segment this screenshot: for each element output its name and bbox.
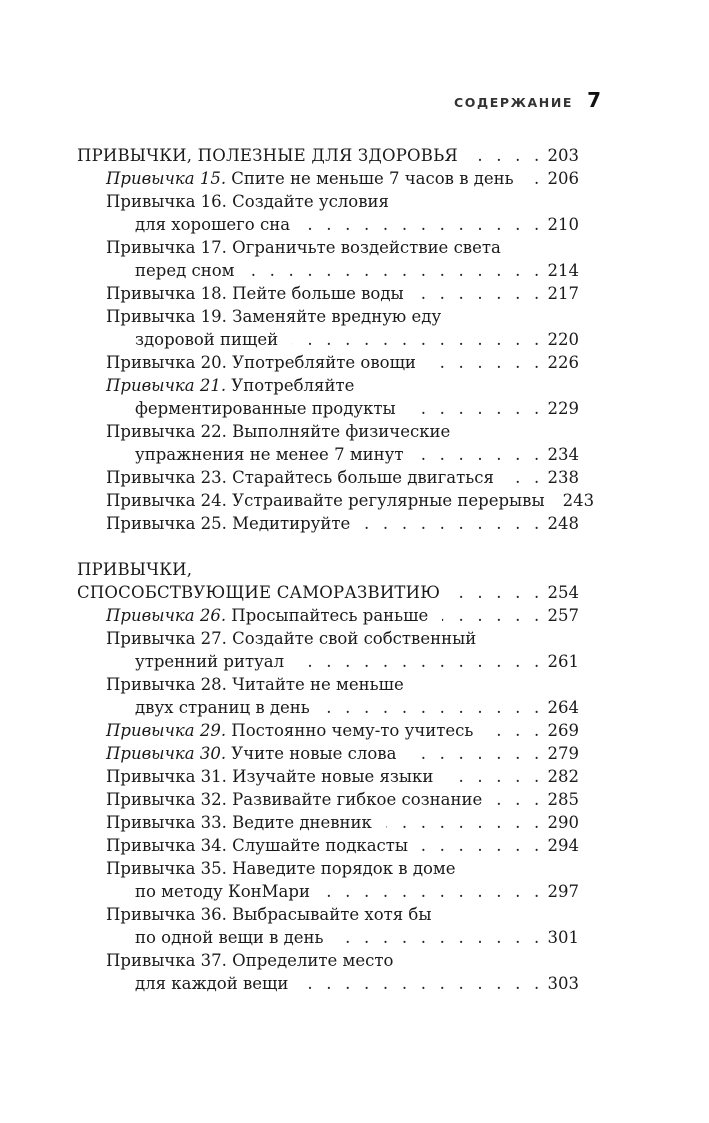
toc-entry — [77, 673, 579, 696]
toc-entry — [77, 167, 579, 190]
entry-page-number: 248 — [547, 514, 579, 533]
dot-leader — [386, 811, 544, 834]
entry-text: Привычка 27. Создайте свой собственный — [106, 629, 477, 648]
entry-text: Привычка 35. Наведите порядок в доме — [106, 859, 456, 878]
dot-leader — [422, 834, 543, 857]
entry-page-number: 254 — [547, 583, 579, 602]
habit-label: Привычка 28. — [106, 675, 227, 694]
habit-label: Привычка 23. — [106, 468, 227, 487]
entry-page-number: 261 — [547, 652, 579, 671]
section-heading — [77, 581, 579, 604]
entry-text: по одной вещи в день — [135, 928, 324, 947]
entry-text: по методу КонМари — [135, 882, 310, 901]
toc-entry-continuation — [77, 650, 579, 673]
entry-text: Привычка 21. Употребляйте — [106, 376, 355, 395]
toc-entry — [77, 627, 579, 650]
entry-text: ПРИВЫЧКИ, — [77, 560, 193, 579]
toc-entry-continuation — [77, 213, 579, 236]
dot-leader — [410, 742, 543, 765]
entry-text: Привычка 15. Спите не меньше 7 часов в день — [106, 169, 514, 188]
section-heading — [77, 558, 579, 581]
entry-page-number: 294 — [547, 836, 579, 855]
entry-page-number: 269 — [547, 721, 579, 740]
toc-section — [77, 558, 579, 995]
entry-text: Привычка 25. Медитируйте — [106, 514, 351, 533]
habit-label: Привычка 33. — [106, 813, 227, 832]
dot-leader — [442, 604, 543, 627]
habit-label: Привычка 32. — [106, 790, 227, 809]
dot-leader — [304, 213, 543, 236]
toc-entry — [77, 949, 579, 972]
habit-label: Привычка 21. — [106, 376, 227, 395]
habit-label: Привычка 25. — [106, 514, 227, 533]
dot-leader — [447, 765, 543, 788]
toc-entry — [77, 489, 595, 512]
entry-text: двух страниц в день — [135, 698, 310, 717]
toc-entry-continuation — [77, 443, 579, 466]
toc-entry — [77, 466, 579, 489]
entry-text: Привычка 29. Постоянно чему-то учитесь — [106, 721, 474, 740]
dot-leader — [418, 282, 544, 305]
toc-entry — [77, 512, 579, 535]
entry-text: здоровой пищей — [135, 330, 279, 349]
entry-page-number: 297 — [547, 882, 579, 901]
habit-label: Привычка 18. — [106, 284, 227, 303]
entry-text: Привычка 17. Ограничьте воздействие света — [106, 238, 501, 257]
entry-text: ПРИВЫЧКИ, ПОЛЕЗНЫЕ ДЛЯ ЗДОРОВЬЯ — [77, 146, 458, 165]
dot-leader — [249, 259, 544, 282]
toc-entry — [77, 857, 579, 880]
habit-label: Привычка 26. — [106, 606, 227, 625]
entry-text: Привычка 37. Определите место — [106, 951, 394, 970]
entry-text: Привычка 33. Ведите дневник — [106, 813, 372, 832]
dot-leader — [364, 512, 543, 535]
section-label: СОДЕРЖАНИЕ — [454, 95, 574, 110]
toc-entry-continuation — [77, 972, 579, 995]
habit-label: Привычка 20. — [106, 353, 227, 372]
habit-label: Привычка 31. — [106, 767, 227, 786]
entry-page-number: 203 — [547, 146, 579, 165]
habit-label: Привычка 22. — [106, 422, 227, 441]
entry-text: Привычка 34. Слушайте подкасты — [106, 836, 409, 855]
habit-label: Привычка 34. — [106, 836, 227, 855]
dot-leader — [302, 972, 543, 995]
toc-entry — [77, 236, 579, 259]
dot-leader — [454, 581, 543, 604]
entry-page-number: 220 — [547, 330, 579, 349]
toc-entry-continuation — [77, 926, 579, 949]
toc-entry — [77, 811, 579, 834]
habit-label: Привычка 30. — [106, 744, 227, 763]
toc-entry-continuation — [77, 880, 579, 903]
toc-entry — [77, 604, 579, 627]
entry-text: Привычка 32. Развивайте гибкое сознание — [106, 790, 483, 809]
entry-page-number: 217 — [547, 284, 579, 303]
toc-entry — [77, 834, 579, 857]
toc-entry — [77, 374, 579, 397]
entry-text: Привычка 20. Употребляйте овощи — [106, 353, 416, 372]
entry-text: СПОСОБСТВУЮЩИЕ САМОРАЗВИТИЮ — [77, 583, 441, 602]
entry-page-number: 303 — [547, 974, 579, 993]
section-heading — [77, 144, 579, 167]
entry-text: Привычка 23. Старайтесь больше двигаться — [106, 468, 494, 487]
habit-label: Привычка 16. — [106, 192, 227, 211]
entry-page-number: 229 — [547, 399, 579, 418]
entry-page-number: 234 — [547, 445, 579, 464]
toc-entry-continuation — [77, 328, 579, 351]
entry-text: Привычка 36. Выбрасывайте хотя бы — [106, 905, 432, 924]
entry-text: утренний ритуал — [135, 652, 285, 671]
entry-text: Привычка 22. Выполняйте физические — [106, 422, 451, 441]
dot-leader — [410, 397, 544, 420]
entry-page-number: 243 — [562, 491, 595, 510]
entry-page-number: 206 — [547, 169, 579, 188]
habit-label: Привычка 29. — [106, 721, 227, 740]
habit-label: Привычка 27. — [106, 629, 227, 648]
toc-entry — [77, 903, 579, 926]
entry-text: упражнения не менее 7 минут — [135, 445, 404, 464]
toc-entry — [77, 190, 579, 213]
toc-entry — [77, 305, 579, 328]
habit-label: Привычка 37. — [106, 951, 227, 970]
table-of-contents — [77, 144, 595, 1018]
habit-label: Привычка 24. — [106, 491, 227, 510]
toc-entry — [77, 719, 579, 742]
dot-leader — [324, 696, 544, 719]
entry-page-number: 264 — [547, 698, 579, 717]
entry-page-number: 290 — [547, 813, 579, 832]
toc-entry — [77, 351, 579, 374]
entry-text: Привычка 24. Устраивайте регулярные перерывы — [106, 491, 545, 510]
dot-leader — [528, 167, 544, 190]
entry-text: для хорошего сна — [135, 215, 291, 234]
entry-page-number: 238 — [547, 468, 579, 487]
habit-label: Привычка 35. — [106, 859, 227, 878]
dot-leader — [508, 466, 544, 489]
entry-text: Привычка 31. Изучайте новые языки — [106, 767, 434, 786]
entry-text: для каждой вещи — [135, 974, 289, 993]
page-number: 7 — [587, 88, 601, 112]
toc-entry-continuation — [77, 696, 579, 719]
entry-page-number: 226 — [547, 353, 579, 372]
toc-entry — [77, 420, 579, 443]
toc-entry-continuation — [77, 397, 579, 420]
toc-entry — [77, 765, 579, 788]
habit-label: Привычка 19. — [106, 307, 227, 326]
entry-text: Привычка 16. Создайте условия — [106, 192, 389, 211]
entry-text: перед сном — [135, 261, 235, 280]
entry-text: Привычка 30. Учите новые слова — [106, 744, 397, 763]
entry-page-number: 210 — [547, 215, 579, 234]
dot-leader — [430, 351, 544, 374]
dot-leader — [472, 144, 544, 167]
entry-text: Привычка 19. Заменяйте вредную еду — [106, 307, 442, 326]
dot-leader — [338, 926, 544, 949]
running-head — [454, 88, 601, 112]
toc-entry — [77, 788, 579, 811]
toc-section — [77, 144, 595, 535]
dot-leader — [487, 719, 543, 742]
entry-page-number: 279 — [547, 744, 579, 763]
toc-entry — [77, 282, 579, 305]
dot-leader — [496, 788, 543, 811]
dot-leader — [292, 328, 543, 351]
toc-entry-continuation — [77, 259, 579, 282]
entry-page-number: 282 — [547, 767, 579, 786]
dot-leader — [324, 880, 544, 903]
entry-page-number: 257 — [547, 606, 579, 625]
habit-label: Привычка 15. — [106, 169, 227, 188]
entry-page-number: 301 — [547, 928, 579, 947]
entry-text: Привычка 18. Пейте больше воды — [106, 284, 404, 303]
dot-leader — [417, 443, 543, 466]
entry-text: ферментированные продукты — [135, 399, 396, 418]
habit-label: Привычка 17. — [106, 238, 227, 257]
toc-entry — [77, 742, 579, 765]
entry-text: Привычка 28. Читайте не меньше — [106, 675, 404, 694]
entry-text: Привычка 26. Просыпайтесь раньше — [106, 606, 429, 625]
dot-leader — [298, 650, 543, 673]
entry-page-number: 214 — [547, 261, 579, 280]
entry-page-number: 285 — [547, 790, 579, 809]
habit-label: Привычка 36. — [106, 905, 227, 924]
